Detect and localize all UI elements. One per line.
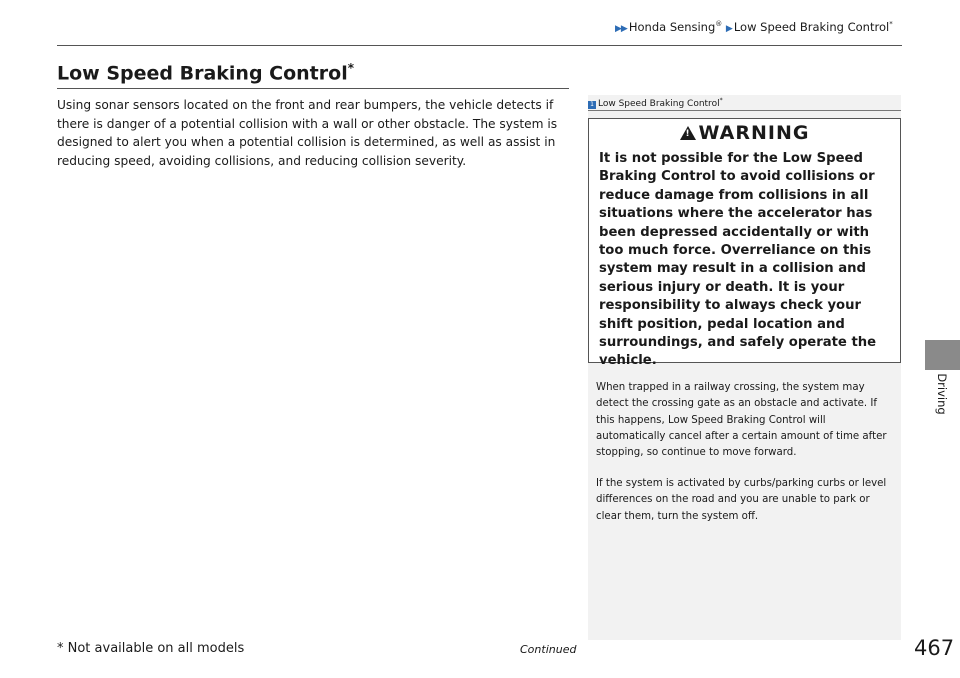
note-curbs: If the system is activated by curbs/parking curbs or level differences on the road and you are unable to park or clear them, turn the system off. [596,478,887,522]
breadcrumb-current: Low Speed Braking Control [733,20,890,34]
side-panel-heading-text: Low Speed Braking Control [598,99,720,109]
section-title-asterisk: * [347,61,354,75]
chapter-tab-label: Driving [935,373,949,415]
title-divider [57,88,569,89]
page-number: 467 [914,636,955,660]
arrow-icon: ▶ [725,24,732,34]
reference-box-icon: 1 [588,101,596,109]
registered-mark: ® [715,20,723,29]
footnote: * Not available on all models [57,641,245,656]
warning-header [589,119,900,147]
header-divider [57,45,902,46]
section-title-text: Low Speed Braking Control [57,62,348,85]
section-body: Using sonar sensors located on the front and rear bumpers, the vehicle detects if there is danger of a potential collision with a wall or other obstacle. The system is designed to alert you when a potential collision is determined, as well as assist in reducing speed, avoiding collisions, and reducing collision severity. [57,98,558,168]
side-panel-heading [588,97,723,109]
warning-triangle-icon [680,126,696,140]
chapter-tab[interactable] [925,340,960,370]
breadcrumb-asterisk: * [889,20,893,29]
breadcrumb [615,20,893,34]
warning-text: It is not possible for the Low Speed Braking Control to avoid collisions or reduce damage from collisions in all situations where the accelerator has been depressed accidentally or with too much force. Overreliance on this system may result in a collision and serious injury or death. It is your responsibility to always check your shift position, pedal location and surroundings, and safely operate the vehicle. [599,151,877,369]
note-railway-crossing: When trapped in a railway crossing, the system may detect the crossing gate as an obstacle and activate. If this happens, Low Speed Braking Control will automatically cancel after a certain amount of time after stopping, so continue to move forward. [596,382,887,459]
side-notes-panel [588,95,901,640]
side-panel-heading-asterisk: * [719,97,723,104]
continued-label: Continued [520,643,577,656]
warning-label: WARNING [698,122,810,144]
warning-box [588,118,901,369]
breadcrumb-parent[interactable]: Honda Sensing [628,20,716,34]
side-panel-divider [588,110,901,111]
section-title [57,61,354,84]
double-arrow-icon: ▶▶ [615,24,627,34]
